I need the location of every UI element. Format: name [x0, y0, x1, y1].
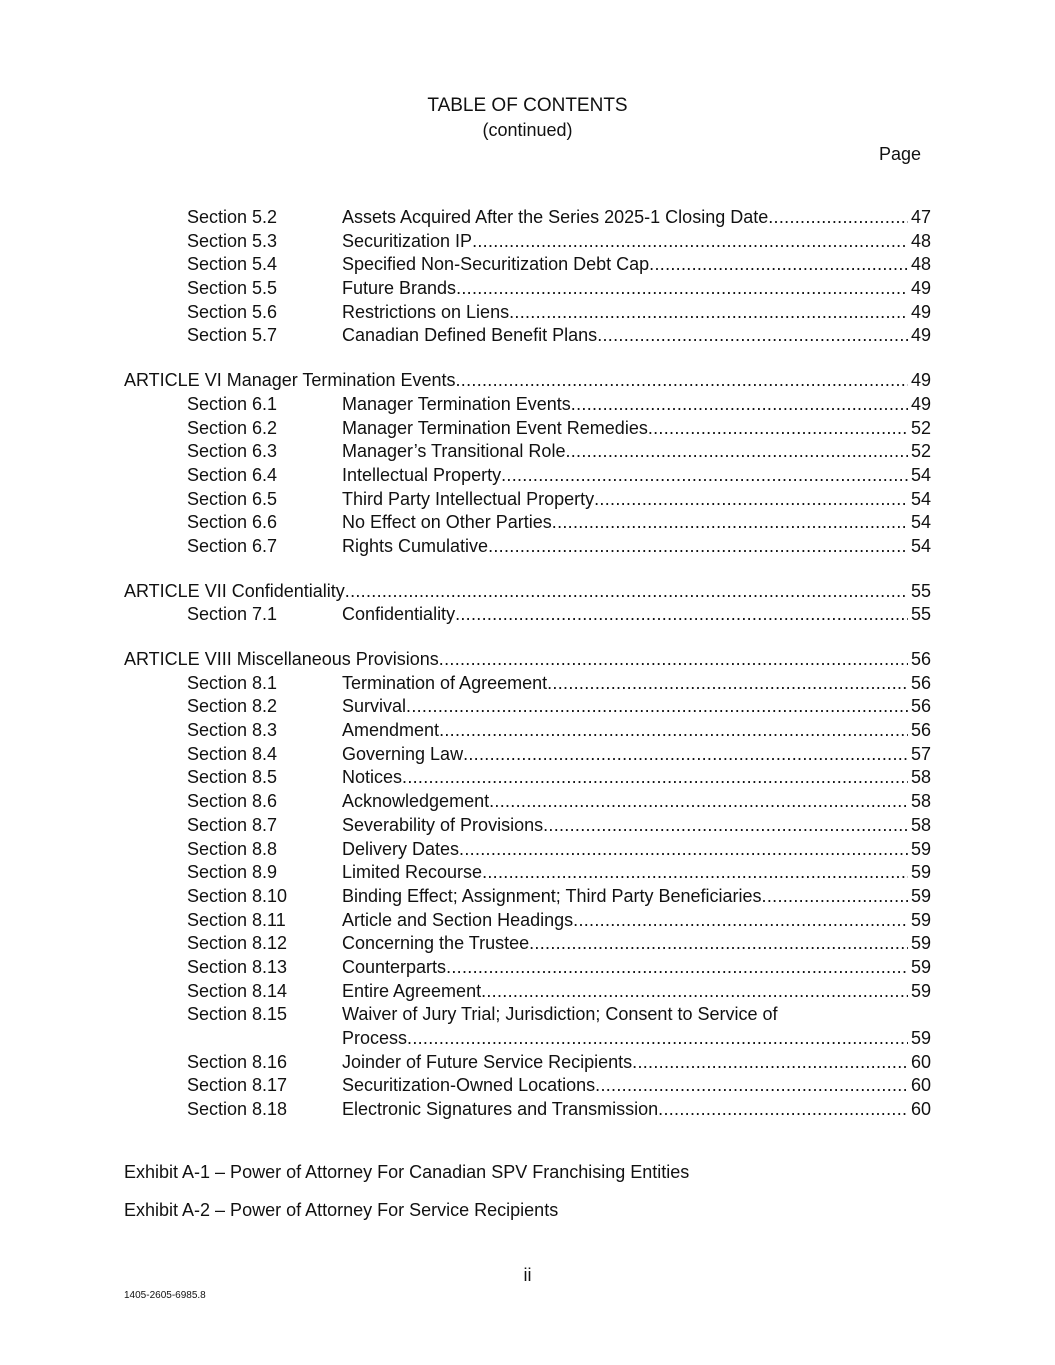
section-number: Section 8.12 — [187, 933, 288, 954]
page-number: 60 — [910, 1075, 931, 1096]
dot-leader — [648, 417, 908, 441]
toc-row[interactable] — [124, 695, 931, 719]
toc-row[interactable] — [124, 956, 931, 980]
page-number: 54 — [910, 535, 931, 556]
dot-leader — [649, 253, 908, 277]
page-number: 56 — [910, 696, 931, 717]
toc-row[interactable] — [124, 719, 931, 743]
page-number: 49 — [910, 370, 931, 391]
section-title: Rights Cumulative — [342, 535, 489, 556]
article-title: ARTICLE VI Manager Termination Events — [124, 370, 456, 391]
dot-leader — [632, 1051, 908, 1075]
toc-row[interactable] — [124, 324, 931, 348]
page-number: 49 — [910, 301, 931, 322]
toc-row-continuation[interactable] — [124, 1027, 931, 1051]
page-number: 49 — [910, 325, 931, 346]
toc-row[interactable] — [124, 511, 931, 535]
page-number: 58 — [910, 791, 931, 812]
dot-leader — [597, 324, 908, 348]
page-number: 58 — [910, 814, 931, 835]
section-number: Section 8.15 — [187, 1004, 288, 1025]
page-number: 59 — [910, 933, 931, 954]
section-title: Survival — [342, 696, 407, 717]
toc-row[interactable] — [124, 980, 931, 1004]
page-number: 49 — [910, 278, 931, 299]
toc-article-row[interactable] — [124, 580, 931, 604]
section-number: Section 5.3 — [187, 230, 278, 251]
page-number: 59 — [910, 956, 931, 977]
section-number: Section 8.5 — [187, 767, 278, 788]
section-number: Section 6.7 — [187, 535, 278, 556]
toc-row[interactable] — [124, 743, 931, 767]
section-title: Canadian Defined Benefit Plans — [342, 325, 598, 346]
section-title: Manager Termination Event Remedies — [342, 417, 648, 438]
page-number-footer: ii — [523, 1265, 532, 1285]
dot-leader — [501, 464, 908, 488]
toc-row[interactable] — [124, 909, 931, 933]
toc-row[interactable] — [124, 861, 931, 885]
page-number: 56 — [910, 649, 931, 669]
dot-leader — [552, 511, 908, 535]
section-number: Section 8.8 — [187, 838, 278, 859]
dot-leader — [463, 743, 908, 767]
section-number: Section 5.2 — [187, 207, 278, 227]
section-title: Article and Section Headings — [342, 909, 574, 930]
toc-row[interactable] — [124, 1051, 931, 1075]
dot-leader — [456, 369, 908, 393]
dot-leader — [459, 838, 908, 862]
section-number: Section 6.4 — [187, 464, 278, 485]
section-number: Section 6.2 — [187, 417, 278, 438]
toc-row[interactable] — [124, 206, 931, 230]
section-title: Specified Non-Securitization Debt Cap — [342, 254, 650, 275]
section-number: Section 5.7 — [187, 325, 278, 346]
page-number: 60 — [910, 1099, 931, 1120]
section-title: Acknowledgement — [342, 791, 490, 812]
dot-leader — [768, 206, 908, 230]
section-number: Section 8.6 — [187, 791, 278, 812]
toc-subtitle: (continued) — [482, 120, 573, 140]
section-number: Section 8.2 — [187, 696, 278, 717]
dot-leader — [446, 956, 908, 980]
dot-leader — [482, 861, 908, 885]
section-title: Limited Recourse — [342, 862, 483, 883]
section-number: Section 8.3 — [187, 720, 278, 741]
toc-row[interactable] — [124, 253, 931, 277]
section-title: Securitization-Owned Locations — [342, 1075, 596, 1096]
article5-section-list — [124, 206, 931, 348]
dot-leader — [481, 980, 908, 1004]
page-number: 55 — [910, 604, 931, 625]
section-title: Intellectual Property — [342, 464, 502, 485]
page-number: 59 — [910, 838, 931, 859]
page-column-label: Page — [879, 144, 922, 164]
page-number: 52 — [910, 441, 931, 462]
section-title: Assets Acquired After the Series 2025-1 Closing Date — [342, 207, 769, 227]
section-number: Section 8.7 — [187, 814, 278, 835]
page-number: 58 — [910, 767, 931, 788]
dot-leader — [456, 277, 908, 301]
section-number: Section 5.6 — [187, 301, 278, 322]
section-title: Manager’s Transitional Role — [342, 441, 566, 462]
section-title: Delivery Dates — [342, 838, 460, 859]
toc-row[interactable] — [124, 838, 931, 862]
section-title: Amendment — [342, 720, 440, 741]
page-number: 59 — [910, 885, 931, 906]
section-title: Governing Law — [342, 743, 464, 764]
toc-row[interactable] — [124, 885, 931, 909]
page-number: 54 — [910, 488, 931, 509]
section-number: Section 8.1 — [187, 672, 278, 693]
toc-row[interactable] — [124, 393, 931, 417]
section-number: Section 8.9 — [187, 862, 278, 883]
page-number: 59 — [910, 909, 931, 930]
section-number: Section 7.1 — [187, 604, 278, 625]
section-number: Section 8.4 — [187, 743, 278, 764]
section-title: Restrictions on Liens — [342, 301, 510, 322]
article-title: ARTICLE VII Confidentiality — [124, 580, 345, 601]
section-title: Third Party Intellectual Property — [342, 488, 595, 509]
toc-article-row[interactable] — [124, 648, 931, 672]
section-number: Section 6.6 — [187, 512, 278, 533]
page-number: 49 — [910, 393, 931, 414]
section-number: Section 8.10 — [187, 885, 288, 906]
toc-row[interactable] — [124, 301, 931, 325]
section-title-line1: Waiver of Jury Trial; Jurisdiction; Consent to Service of — [342, 1004, 778, 1025]
table-of-contents — [124, 206, 931, 1122]
section-number: Section 8.17 — [187, 1075, 288, 1096]
document-id: 1405-2605-6985.8 — [124, 1290, 206, 1301]
section-number: Section 8.11 — [187, 909, 286, 930]
section-title: Counterparts — [342, 956, 447, 977]
exhibit-a1-link[interactable]: Exhibit A-1 – Power of Attorney For Canadian SPV Franchising Entities — [124, 1162, 690, 1182]
page-number: 59 — [910, 980, 931, 1001]
section-title-line2: Process — [342, 1028, 408, 1048]
toc-row[interactable] — [124, 603, 931, 627]
section-title: Entire Agreement — [342, 980, 482, 1001]
page-number: 52 — [910, 417, 931, 438]
page-number: 54 — [910, 464, 931, 485]
dot-leader — [439, 648, 908, 672]
dot-leader — [547, 672, 908, 696]
dot-leader — [595, 1074, 908, 1098]
section-title: Termination of Agreement — [342, 672, 548, 693]
page-number: 54 — [910, 512, 931, 533]
page-number: 59 — [910, 862, 931, 883]
section-title: Electronic Signatures and Transmission — [342, 1099, 659, 1120]
toc-row[interactable] — [124, 417, 931, 441]
section-title: Securitization IP — [342, 230, 473, 251]
dot-leader — [658, 1098, 908, 1122]
toc-article-row[interactable] — [124, 369, 931, 393]
section-title: Manager Termination Events — [342, 393, 571, 414]
toc-row[interactable] — [124, 1098, 931, 1122]
toc-row[interactable] — [124, 790, 931, 814]
section-title: Joinder of Future Service Recipients — [342, 1051, 633, 1072]
page-number: 56 — [910, 672, 931, 693]
dot-leader — [565, 440, 908, 464]
page-number: 55 — [910, 580, 931, 601]
section-number: Section 8.16 — [187, 1051, 288, 1072]
article8-section-list — [124, 672, 931, 1122]
section-number: Section 5.5 — [187, 278, 278, 299]
dot-leader — [407, 1027, 908, 1051]
article-title: ARTICLE VIII Miscellaneous Provisions — [124, 649, 439, 669]
dot-leader — [543, 814, 908, 838]
page-number: 48 — [910, 230, 931, 251]
page-number: 59 — [910, 1028, 931, 1048]
dot-leader — [762, 885, 908, 909]
article6-section-list — [124, 393, 931, 559]
dot-leader — [571, 393, 908, 417]
toc-row[interactable] — [124, 814, 931, 838]
section-number: Section 8.14 — [187, 980, 288, 1001]
toc-row[interactable] — [124, 1074, 931, 1098]
toc-row[interactable] — [124, 230, 931, 254]
section-number: Section 6.1 — [187, 393, 278, 414]
page-number: 47 — [910, 207, 931, 227]
toc-title: TABLE OF CONTENTS — [427, 95, 628, 116]
section-title: No Effect on Other Parties — [342, 512, 552, 533]
section-number: Section 8.13 — [187, 956, 288, 977]
toc-row[interactable] — [124, 464, 931, 488]
dot-leader — [455, 603, 908, 627]
page-number: 48 — [910, 254, 931, 275]
toc-row[interactable] — [124, 932, 931, 956]
toc-row[interactable] — [124, 488, 931, 512]
dot-leader — [472, 230, 908, 254]
page-number: 60 — [910, 1051, 931, 1072]
dot-leader — [573, 909, 908, 933]
dot-leader — [489, 790, 908, 814]
exhibit-a2-link[interactable]: Exhibit A-2 – Power of Attorney For Service Recipients — [124, 1200, 559, 1220]
section-title: Confidentiality — [342, 604, 456, 625]
dot-leader — [488, 535, 908, 559]
dot-leader — [345, 580, 908, 604]
toc-row[interactable] — [124, 535, 931, 559]
toc-row-multiline[interactable] — [124, 1003, 931, 1027]
section-title: Notices — [342, 767, 403, 788]
dot-leader — [402, 766, 908, 790]
section-number: Section 6.5 — [187, 488, 278, 509]
dot-leader — [406, 695, 908, 719]
toc-row[interactable] — [124, 440, 931, 464]
dot-leader — [529, 932, 908, 956]
section-number: Section 5.4 — [187, 254, 278, 275]
section-title: Severability of Provisions — [342, 814, 544, 835]
toc-row[interactable] — [124, 766, 931, 790]
dot-leader — [439, 719, 908, 743]
page-number: 57 — [910, 743, 931, 764]
section-title: Binding Effect; Assignment; Third Party Beneficiaries — [342, 885, 762, 906]
section-title: Concerning the Trustee — [342, 933, 530, 954]
dot-leader — [509, 301, 908, 325]
dot-leader — [594, 488, 908, 512]
toc-row[interactable] — [124, 277, 931, 301]
section-number: Section 8.18 — [187, 1099, 288, 1120]
toc-row[interactable] — [124, 672, 931, 696]
section-title: Future Brands — [342, 278, 457, 299]
section-number: Section 6.3 — [187, 441, 278, 462]
page-number: 56 — [910, 720, 931, 741]
